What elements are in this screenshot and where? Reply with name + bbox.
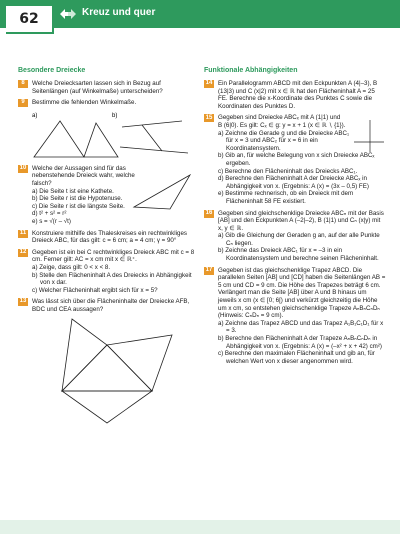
section-title-left: Besondere Dreiecke bbox=[18, 67, 86, 74]
chapter-title: Kreuz und quer bbox=[82, 7, 156, 18]
right-column bbox=[204, 80, 386, 369]
svg-text:b): b) bbox=[112, 112, 118, 119]
section-title-right: Funktionale Abhängigkeiten bbox=[204, 67, 298, 74]
task-10: 10 Welche der Aussagen sind für das nebenstehende Dreieck wahr, welche falsch? a) Die Seite t ist eine Kathete. b) Die Seite r ist die Hypotenuse. c) Die Seite r ist die längste Seite. d) t² + s² = r² e) s = √(r – √t) bbox=[18, 165, 196, 226]
task-15: 15 Gegeben sind Dreiecke ABCₓ mit A (1|1) und B (6|0). Es gilt: Cₓ ∈ g: y = x + 1 (x ∈ ℝ ∖ {1}). a) Zeichne die Gerade g und die Dreiecke ABC₁ für x = 3 und ABC₂ für x = 6 in ein Koordinatensystem. b) Gib an, für welche Belegung von x sich Dreiecke ABCₓ ergeben. c) Berechne den Flächeninhalt des Dreiecks ABC₁. d) Berechne den Flächeninhalt A der Dreiecke ABCₓ in Abhängigkeit von x. (Ergebnis: A (x) = (3x – 0,5) FE) e) Bestimme rechnerisch, ob ein Dreieck mit dem Flächeninhalt 58 FE existiert. bbox=[204, 114, 386, 205]
right-triangle-figure bbox=[130, 169, 194, 213]
svg-text:a): a) bbox=[32, 112, 38, 119]
left-column bbox=[18, 80, 196, 431]
task-9: 9 Bestimme die fehlenden Winkelmaße. a) b) bbox=[18, 99, 196, 161]
footer-band bbox=[0, 520, 400, 534]
task-17: 17 Gegeben ist das gleichschenklige Trapez ABCD. Die parallelen Seiten [AB] und [CD] haben die Seitenlängen AB = 5 cm und CD = 9 cm. Die Höhe des Trapezes beträgt 6 cm. Verlängert man die Seite [AB] über A und B hinaus um jeweils x cm (x ∈ [0; 6[) und verkürzt gleichzeitig die Höhe um x cm, so entstehen gleichschenklige Trapeze AₙBₙCₙDₙ (Hinweis: CₙDₙ = 9 cm). a) Zeichne das Trapez ABCD und das Trapez A₁B₁C₁D₁ für x = 3. b) Berechne den Flächeninhalt A der Trapeze AₙBₙCₙDₙ in Abhängigkeit von x. (Ergebnis: A (x) = (–x² + x + 42) cm²) c) Berechne den maximalen Flächeninhalt und gib an, für welchen Wert von x dieser angenommen wird. bbox=[205, 266, 386, 365]
double-arrow-icon bbox=[58, 7, 78, 21]
task-12: 12 Gegeben ist ein bei C rechtwinkliges Dreieck ABC mit c = 8 cm. Ferner gilt: AC = x cm mit x ∈ ℝ⁺. a) Zeige, dass gilt: 0 < x < 8. b) Stelle den Flächeninhalt A des Dreiecks in Abhängigkeit von x dar. c) Welcher Flächeninhalt ergibt sich für x = 5? bbox=[19, 248, 195, 294]
coordinate-axes-figure bbox=[350, 118, 386, 154]
task-13: 13 Was lässt sich über die Flächeninhalte der Dreiecke AFB, BDC und CEA aussagen? bbox=[18, 298, 196, 427]
task-16: 16 Gegeben sind gleichschenklige Dreiecke ABCₙ mit der Basis [AB] und den Eckpunkten A (–2|–2), B (1|1) und Cₙ (x|y) mit x, y ∈ ℝ. a) Gib die Gleichung der Geraden g an, auf der alle Punkte Cₙ liegen. b) Zeichne das Dreieck ABC₁ für x = –3 in ein Koordinatensystem und berechne seinen Flächeninhalt. bbox=[205, 209, 384, 263]
task-11: 11 Konstruiere mithilfe des Thaleskreises ein rechtwinkliges Dreieck ABC, für das gilt: c = 6 cm; a = 4 cm; γ = 90° bbox=[19, 229, 187, 245]
task-14: 14 Ein Parallelogramm ABCD mit den Eckpunkten A (4|–3), B (13|3) und C (x|2) mit x ∈ ℝ hat den Flächeninhalt A = 25 FE. Berechne die x-Koordinate des Punktes C sowie die Koordinaten des Punktes D. bbox=[205, 80, 378, 110]
angle-figure bbox=[32, 109, 192, 161]
page-number: 62 bbox=[6, 6, 54, 34]
triangle-construction-figure bbox=[32, 315, 192, 427]
task-8: 8 Welche Dreiecksarten lassen sich in Bezug auf Seitenlängen (auf Winkelmaße) unterscheiden? bbox=[18, 80, 196, 95]
